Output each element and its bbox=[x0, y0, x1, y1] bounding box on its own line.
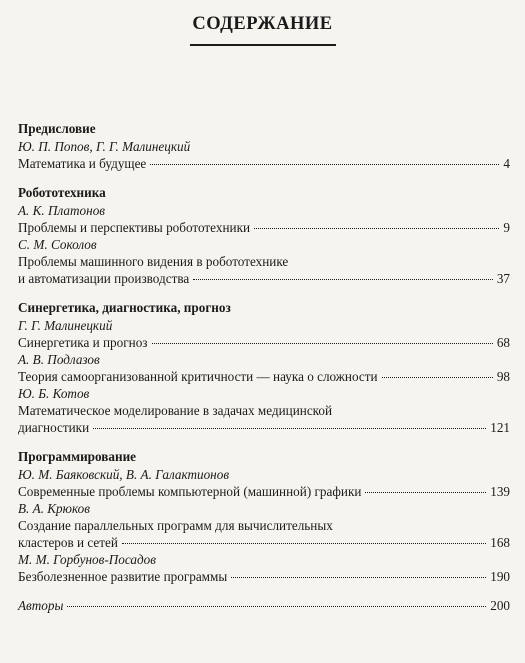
entry-title: Безболезненное развитие программы bbox=[18, 569, 228, 584]
toc-section bbox=[18, 120, 510, 172]
entry-title-line bbox=[18, 534, 510, 551]
entry-author: А. В. Подлазов bbox=[18, 352, 100, 367]
entry-title: Синергетика и прогноз bbox=[18, 335, 148, 350]
entry-title-line bbox=[18, 334, 510, 351]
page-number: 68 bbox=[496, 335, 510, 350]
entry-title-continued: кластеров и сетей bbox=[18, 535, 118, 550]
entry-author: Ю. М. Баяковский, В. А. Галактионов bbox=[18, 467, 230, 482]
section-heading: Программирование bbox=[18, 449, 137, 464]
toc-entry[interactable] bbox=[18, 351, 510, 385]
toc-authors-section bbox=[18, 597, 510, 614]
dot-leader bbox=[193, 279, 493, 280]
toc-section bbox=[18, 184, 510, 287]
page-number: 200 bbox=[490, 598, 510, 613]
page-number: 168 bbox=[490, 535, 510, 550]
toc-section bbox=[18, 299, 510, 436]
toc-entry-authors[interactable] bbox=[18, 597, 510, 614]
dot-leader bbox=[231, 577, 486, 578]
page-number: 190 bbox=[490, 569, 510, 584]
entry-author: Ю. П. Попов, Г. Г. Малинецкий bbox=[18, 139, 191, 154]
entry-title-line bbox=[18, 419, 510, 436]
toc-entry[interactable] bbox=[18, 551, 510, 585]
page-number: 37 bbox=[496, 271, 510, 286]
entry-title-line bbox=[18, 597, 510, 614]
entry-author: М. М. Горбунов-Посадов bbox=[18, 552, 156, 567]
entry-title: Современные проблемы компьютерной (машинной) графики bbox=[18, 484, 362, 499]
entry-title: Создание параллельных программ для вычислительных bbox=[18, 518, 333, 533]
toc-entry[interactable] bbox=[18, 236, 510, 287]
toc-entry[interactable] bbox=[18, 385, 510, 436]
entry-author: С. М. Соколов bbox=[18, 237, 97, 252]
page-title: СОДЕРЖАНИЕ bbox=[192, 14, 333, 34]
entry-title-line bbox=[18, 155, 510, 172]
section-heading: Синергетика, диагностика, прогноз bbox=[18, 300, 231, 315]
dot-leader bbox=[382, 377, 493, 378]
entry-title-line bbox=[18, 368, 510, 385]
toc-entry[interactable] bbox=[18, 500, 510, 551]
dot-leader bbox=[152, 343, 493, 344]
toc-section bbox=[18, 448, 510, 585]
toc-entry[interactable] bbox=[18, 317, 510, 351]
entry-title: Теория самоорганизованной критичности — наука о сложности bbox=[18, 369, 378, 384]
entry-title: Математика и будущее bbox=[18, 156, 147, 171]
entry-title-line bbox=[18, 219, 510, 236]
authors-label: Авторы bbox=[18, 598, 64, 613]
page-number: 121 bbox=[490, 420, 510, 435]
page-number: 98 bbox=[496, 369, 510, 384]
entry-title-line bbox=[18, 568, 510, 585]
title-underline bbox=[190, 44, 336, 46]
page-number: 139 bbox=[490, 484, 510, 499]
toc-entry[interactable] bbox=[18, 138, 510, 172]
dot-leader bbox=[150, 164, 499, 165]
entry-title-line bbox=[18, 270, 510, 287]
entry-title-continued: и автоматизации производства bbox=[18, 271, 190, 286]
dot-leader bbox=[122, 543, 486, 544]
section-heading: Предисловие bbox=[18, 121, 96, 136]
entry-author: Г. Г. Малинецкий bbox=[18, 318, 113, 333]
dot-leader bbox=[254, 228, 499, 229]
entry-title: Математическое моделирование в задачах медицинской bbox=[18, 403, 333, 418]
entry-title-line bbox=[18, 483, 510, 500]
entry-title-continued: диагностики bbox=[18, 420, 90, 435]
table-of-contents bbox=[18, 120, 510, 626]
entry-title: Проблемы машинного видения в робототехнике bbox=[18, 254, 289, 269]
dot-leader bbox=[93, 428, 486, 429]
entry-title: Проблемы и перспективы робототехники bbox=[18, 220, 251, 235]
toc-entry[interactable] bbox=[18, 466, 510, 500]
dot-leader bbox=[67, 606, 486, 607]
entry-author: В. А. Крюков bbox=[18, 501, 90, 516]
section-heading: Робототехника bbox=[18, 185, 106, 200]
dot-leader bbox=[365, 492, 486, 493]
entry-author: Ю. Б. Котов bbox=[18, 386, 90, 401]
toc-entry[interactable] bbox=[18, 202, 510, 236]
entry-author: А. К. Платонов bbox=[18, 203, 106, 218]
page-number: 9 bbox=[503, 220, 510, 235]
page-number: 4 bbox=[503, 156, 510, 171]
